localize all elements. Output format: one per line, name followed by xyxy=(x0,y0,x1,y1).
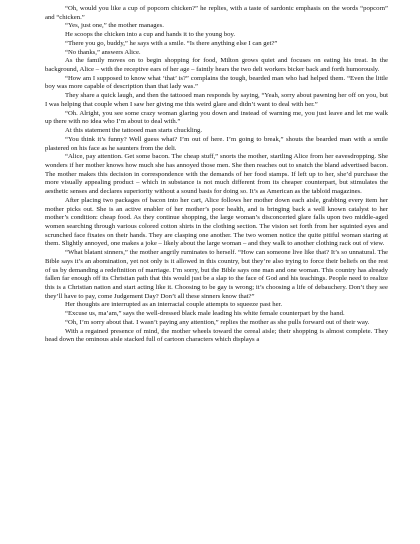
paragraph-16: “Excuse us, ma’am,” says the well-dressed black male leading his white female counterpart by the hand. xyxy=(65,310,345,318)
paragraph-8: They share a quick laugh, and then the tattooed man responds by saying, “Yeah, sorry about pawning her off on you, but I was helping that couple when I saw her giving me this weird glare and didn’t want to deal with her.” xyxy=(45,92,388,108)
paragraph-18: With a regained presence of mind, the mother wheels toward the cereal aisle; their shopping is almost complete. They head down the ominous aisle stacked full of cartoon characters which displays a xyxy=(45,327,388,344)
paragraph-6: As the family moves on to begin shopping for food, Milton grows quiet and focuses on eating his treat. In the background, Alice – with the receptive ears of her age – faintly hears the two deli workers bicker back and forth humorously. xyxy=(45,57,388,74)
paragraph-2: “Yes, just one,” the mother manages. xyxy=(65,22,164,30)
paragraph-15: Her thoughts are interrupted as an interracial couple attempts to squeeze past her. xyxy=(65,301,283,309)
paragraph-14: “What blatant sinners,” the mother angrily ruminates to herself. “How can someone live like that? It’s so unnatural. The Bible says it’s an abomination, yet not only is it allowed in this country, but they’re also trying to force their beliefs on the rest of us by demanding a redefinition of marriage. I’m sorry, but the Bible says one man and one woman. This country has already fallen far enough off its Christian path that this would just be a slap to the face of God and his teachings. People need to realize this is a Christian nation and start acting like it. Choosing to be gay is wrong; it’s choosing a life of debauchery. Don’t they see they’ll have to pay, come Judgement Day? Don’t all these sinners know that?” xyxy=(45,249,388,300)
paragraph-12: “Alice, pay attention. Get some bacon. The cheap stuff,” snorts the mother, startling Alice from her eavesdropping. She wonders if her mother knows how much she has annoyed those men. She then reaches out to snatch the bland advertised bacon. The mother makes this decision in correspondence with the demands of her food stamps. If left up to her, she’d purchase the more visually appealing product – which in substance is not much different from its cheaper counterpart, but stimulates the aesthetic senses and declares superiority without a sound basis for doing so. It’s as American as the tabloid magazines. xyxy=(45,153,388,196)
paragraph-3: He scoops the chicken into a cup and hands it to the young boy. xyxy=(65,31,236,39)
paragraph-7: “How am I supposed to know what ‘that’ is?” complains the tough, bearded man who had helped them. “Even the little boy was more capable of description than that lady was.” xyxy=(45,74,388,91)
paragraph-10: At this statement the tattooed man starts chuckling. xyxy=(65,127,203,135)
paragraph-4: “There you go, buddy,” he says with a smile. “Is there anything else I can get?” xyxy=(65,39,278,47)
paragraph-13: After placing two packages of bacon into her cart, Alice follows her mother down each aisle, grabbing every item her mother picks out. She is an active enabler of her mother’s poor health, and is bringing back a well known catalyst to her mother’s condition: cheap food. As they continue shopping, the large woman’s disconcerted glare falls upon two middle-aged women searching through various colored cotton shirts in the clothing section. The vision set forth from her squinted eyes and scrunched face fixates on their hands. They are clasping one another. The two women notice the quite pitiful woman staring at them. Slightly annoyed, one makes a joke – likely about the large woman – and they walk to another clothing rack out of view. xyxy=(45,196,388,248)
paragraph-11: “You think it’s funny? Well guess what? I’m out of here. I’m going to break,” shouts the bearded man with a smile plastered on his face as he saunters from the deli. xyxy=(45,135,388,152)
paragraph-9: “Oh. Alright, you see some crazy woman glaring you down and instead of warning me, you just leave and let me walk up there with no idea who I’m about to deal with.” xyxy=(45,109,388,126)
paragraph-1: “Oh, would you like a cup of popcorn chicken?” he replies, with a taste of sardonic emphasis on the words “popcorn” and “chicken.” xyxy=(45,5,388,21)
paragraph-17: “Oh, I’m sorry about that. I wasn’t paying any attention,” replies the mother as she pulls forward out of their way. xyxy=(65,318,370,326)
paragraph-5: “No thanks,” answers Alice. xyxy=(65,48,141,56)
